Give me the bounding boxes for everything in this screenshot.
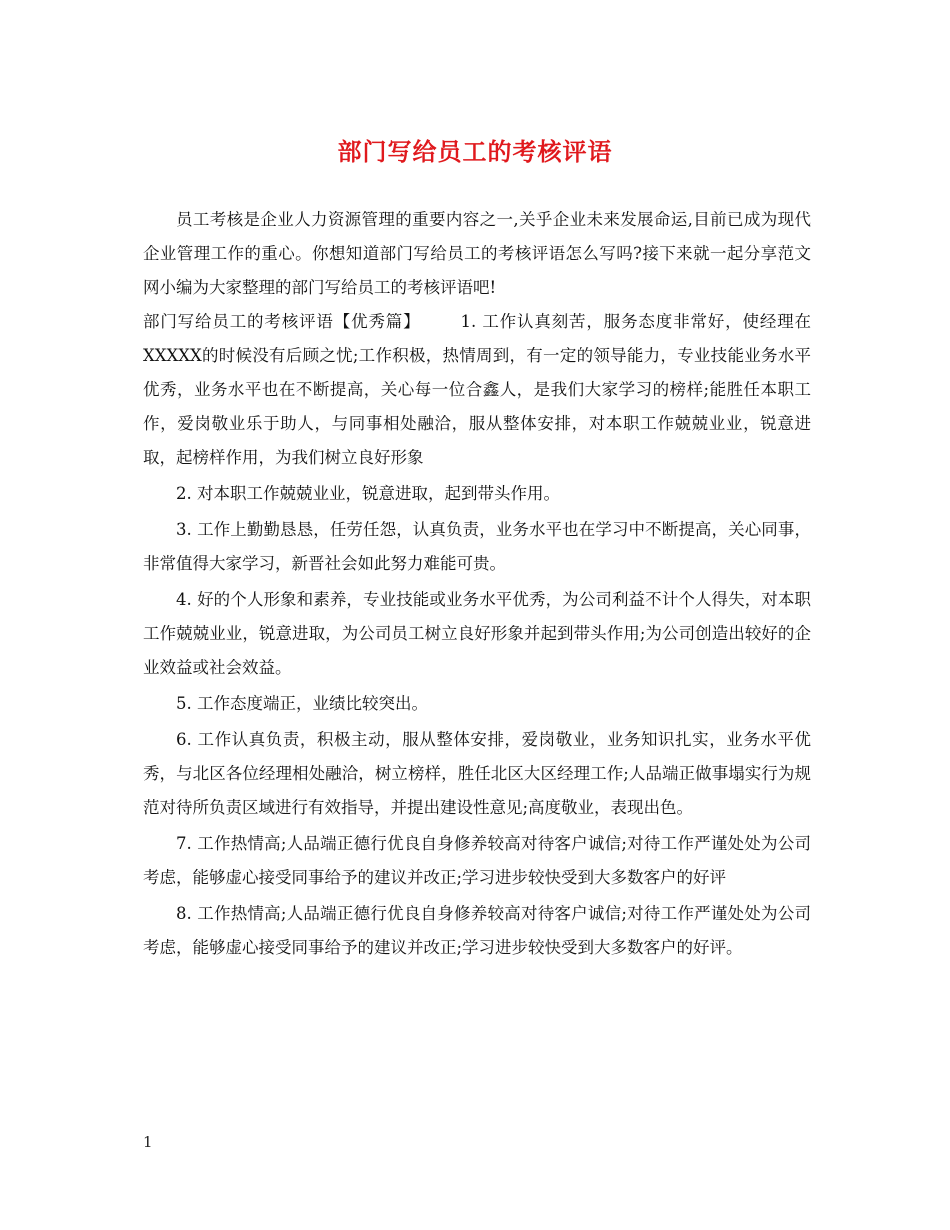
- document-title: 部门写给员工的考核评语: [337, 137, 613, 166]
- page-number: 1: [143, 1133, 153, 1151]
- document-body: [143, 203, 811, 965]
- list-item-5: 5. 工作态度端正，业绩比较突出。: [176, 694, 428, 713]
- section-paragraph: [143, 305, 811, 475]
- list-item-4: 4. 好的个人形象和素养，专业技能或业务水平优秀，为公司利益不计个人得失，对本职工作兢兢业业，锐意进取，为公司员工树立良好形象并起到带头作用;为公司创造出较好的企业效益或社会效益。: [143, 590, 811, 677]
- list-item-7: 7. 工作热情高;人品端正德行优良自身修养较高对待客户诚信;对待工作严谨处处为公司考虑，能够虚心接受同事给予的建议并改正;学习进步较快受到大多数客户的好评: [143, 834, 811, 887]
- list-item-2: 2. 对本职工作兢兢业业，锐意进取，起到带头作用。: [176, 484, 560, 503]
- section-heading: 部门写给员工的考核评语【优秀篇】: [143, 312, 421, 331]
- list-item-1: 1. 工作认真刻苦，服务态度非常好，使经理在XXXXX的时候没有后顾之忧;工作积极，热情周到，有一定的领导能力，专业技能业务水平优秀，业务水平也在不断提高，关心每一位合鑫人，是我们大家学习的榜样;能胜任本职工作，爱岗敬业乐于助人，与同事相处融洽，服从整体安排，对本职工作兢兢业业，锐意进取，起榜样作用，为我们树立良好形象: [143, 312, 812, 467]
- list-item-8: 8. 工作热情高;人品端正德行优良自身修养较高对待客户诚信;对待工作严谨处处为公司考虑，能够虚心接受同事给予的建议并改正;学习进步较快受到大多数客户的好评。: [143, 904, 811, 957]
- intro-paragraph: 员工考核是企业人力资源管理的重要内容之一,关乎企业未来发展命运,目前已成为现代企业管理工作的重心。你想知道部门写给员工的考核评语怎么写吗?接下来就一起分享范文网小编为大家整理的部门写给员工的考核评语吧!: [143, 210, 811, 297]
- list-item-3: 3. 工作上勤勤恳恳，任劳任怨，认真负责，业务水平也在学习中不断提高，关心同事，非常值得大家学习，新晋社会如此努力难能可贵。: [143, 520, 811, 573]
- list-item-6: 6. 工作认真负责，积极主动，服从整体安排，爱岗敬业，业务知识扎实，业务水平优秀，与北区各位经理相处融洽，树立榜样，胜任北区大区经理工作;人品端正做事塌实行为规范对待所负责区域进行有效指导，并提出建设性意见;高度敬业，表现出色。: [143, 730, 811, 817]
